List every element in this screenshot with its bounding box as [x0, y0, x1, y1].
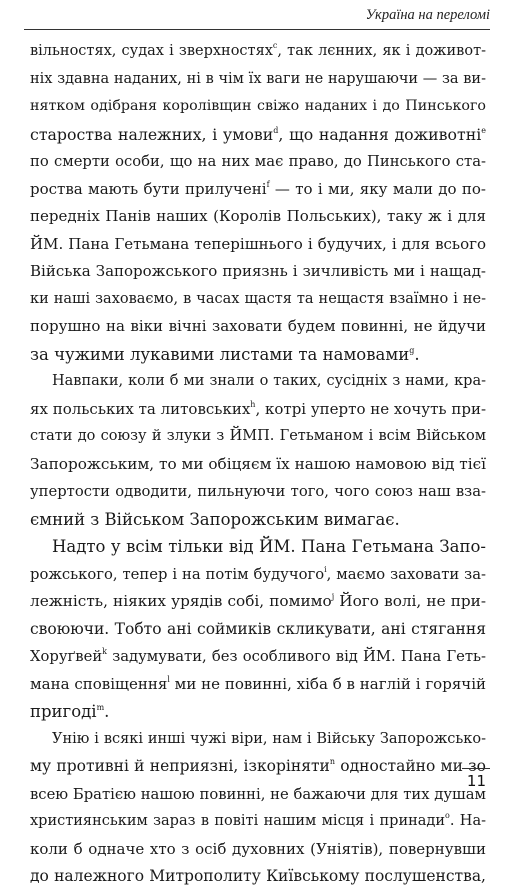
text-run: , котрі уперто не хочуть при- [255, 399, 487, 418]
text-run: по смерти особи, що на них має право, до Пинського ста- [30, 153, 486, 170]
text-line [30, 368, 486, 396]
text-line [30, 176, 486, 204]
text-run: за чужими лукавими листами та намовами [30, 344, 410, 364]
text-run: , що надання доживотні [278, 124, 482, 144]
text-run: пригоді [30, 702, 97, 721]
text-line [30, 396, 486, 424]
running-header [0, 0, 506, 34]
text-line [30, 588, 486, 616]
text-run: одностайно ми зо [335, 757, 486, 775]
footnote-marker: o [445, 811, 450, 820]
text-line [30, 93, 486, 121]
text-run: коли б одначе хто з осіб духовних (Уніятів), повернувши [30, 839, 486, 858]
footnote-marker: e [481, 125, 486, 135]
text-line [30, 616, 486, 644]
text-run: християнським зараз в повіті нашим місця і принади [30, 813, 446, 829]
text-line [30, 423, 486, 451]
text-line [30, 561, 486, 589]
text-run: упертости одводити, пильнуючи того, чого союз наш вза- [30, 483, 486, 500]
text-run: ях польських та литовських [30, 399, 251, 418]
text-line [30, 836, 486, 864]
text-line [30, 66, 486, 94]
text-line [30, 451, 486, 479]
running-header-title: Україна на переломі [365, 7, 490, 23]
text-run: , так лєнних, як і доживот- [277, 43, 487, 59]
text-line [30, 258, 486, 286]
text-run: ЙМ. Пана Гетьмана теперішнього і будучих, і для всього [30, 234, 486, 253]
text-run: вільностях, судах і зверхностях [30, 43, 273, 59]
text-run: ми не повинні, хіба б в наглій і горячій [169, 674, 486, 693]
footnote-marker: m [96, 703, 105, 712]
text-line [30, 286, 486, 314]
text-line [30, 203, 486, 231]
text-line [30, 231, 486, 259]
footnote-marker: n [329, 757, 336, 766]
text-run: Запорожським, то ми обіцяєм їх нашою намовою від тієї [30, 454, 486, 473]
text-run: задумувати, без особливого від ЙМ. Пана Геть- [107, 648, 486, 665]
footnote-marker: c [272, 41, 278, 50]
text-line [30, 808, 486, 836]
text-run: ємний з Військом Запорожським вимагає. [30, 509, 400, 529]
text-line [30, 478, 486, 506]
footnote-marker: d [273, 125, 279, 135]
header-rule [24, 29, 490, 30]
text-run: . На- [449, 813, 486, 829]
footnote-marker: j [331, 592, 335, 601]
text-run: роства мають бути прилучені [30, 179, 267, 198]
text-run: рожського, тепер і на потім будучого [30, 565, 325, 583]
text-run: Навпаки, коли б ми знали о таких, сусідніх з нами, кра- [52, 373, 486, 389]
text-line [30, 506, 486, 534]
text-line [30, 148, 486, 176]
body-text [30, 38, 486, 891]
footnote-marker: g [409, 345, 415, 355]
text-line [30, 341, 486, 369]
text-line [30, 38, 486, 66]
text-line [30, 698, 486, 726]
footer-rule [462, 768, 490, 769]
text-run: всею Братією нашою повинні, не бажаючи для тих душам [30, 785, 486, 803]
text-line [30, 753, 486, 781]
footnote-marker: l [167, 674, 170, 684]
text-run: Війська Запорожського приязнь і зичливість ми і нащад- [30, 262, 486, 280]
footnote-marker: k [102, 647, 108, 656]
footnote-marker: i [324, 564, 327, 574]
text-run: ки наші заховаємо, в часах щастя та нещастя взаїмно і не- [30, 290, 486, 307]
text-run: нятком одібраня королівщин свіжо наданих і до Пинського [30, 98, 486, 114]
text-line [30, 313, 486, 341]
text-line [30, 533, 486, 561]
page-number: 11 [466, 772, 486, 790]
text-line [30, 121, 486, 149]
text-run: . [104, 702, 110, 721]
text-run: Хоруґвей [30, 648, 103, 665]
text-run: . [414, 344, 420, 364]
text-run: староства належних, і умови [30, 124, 274, 144]
text-line [30, 726, 486, 754]
text-run: мана сповіщення [30, 674, 168, 693]
text-run: Його волі, не при- [334, 592, 486, 610]
text-run: — то і ми, яку мали до по- [269, 179, 486, 198]
footnote-marker: h [250, 399, 256, 409]
text-run: му противні й неприязні, ізкоріняти [30, 757, 330, 775]
text-run: до належного Митрополиту Київському послушенства, [30, 867, 486, 885]
text-line [30, 643, 486, 671]
text-line [30, 671, 486, 699]
text-run: Надто у всім тільки від ЙМ. Пана Гетьмана Запо- [52, 537, 486, 556]
text-run: лежність, ніяких урядів собі, помимо [30, 592, 332, 610]
text-run: Унію і всякі инші чужі віри, нам і Війську Запорожсько- [52, 730, 486, 747]
text-line [30, 781, 486, 809]
text-run: стати до союзу й злуки з ЙМП. Гетьманом і всім Військом [30, 428, 486, 444]
text-run: своюючи. Тобто ані соймиків скликувати, ані стягання [30, 619, 486, 638]
text-run: , маємо заховати за- [326, 565, 486, 583]
text-run: ніх здавна наданих, ні в чім їх ваги не нарушаючи — за ви- [30, 70, 486, 87]
text-run: передніх Панів наших (Королів Польських), таку ж і для [30, 207, 486, 225]
text-line [30, 863, 486, 891]
footnote-marker: f [266, 179, 270, 189]
text-run: порушно на віки вічні заховати будем повинні, не йдучи [30, 317, 486, 335]
